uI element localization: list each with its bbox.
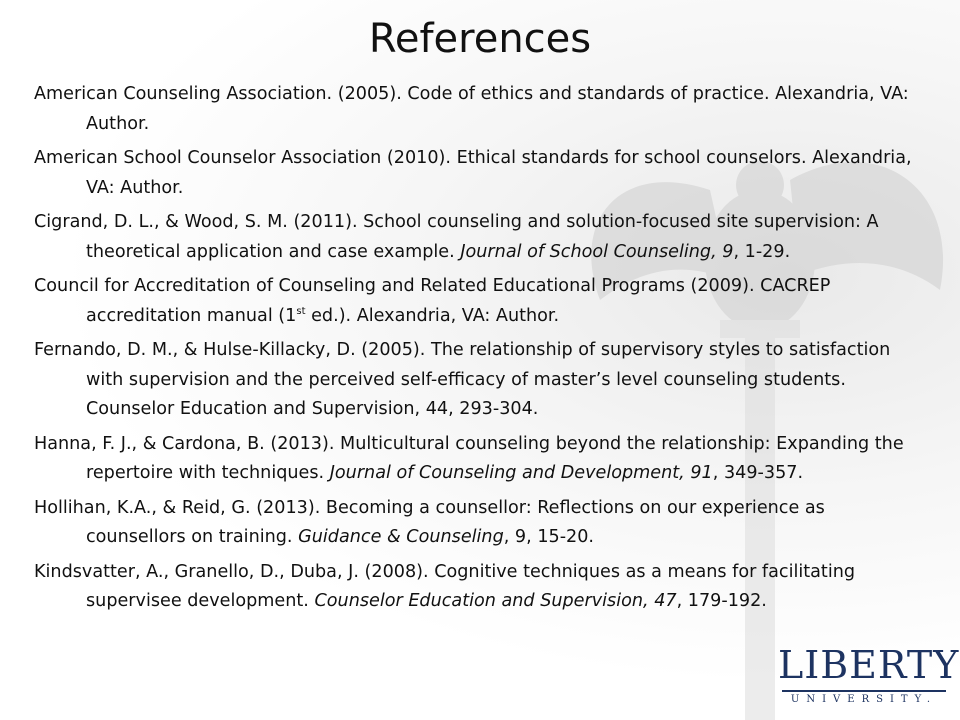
reference-text: Hanna, F. J., & Cardona, B. (2013). Multicultural counseling beyond the relationship: Expanding the repertoire with techniques.	[34, 433, 904, 483]
reference-source: Journal of Counseling and Development, 91	[329, 463, 713, 483]
reference-text: Cigrand, D. L., & Wood, S. M. (2011). School counseling and solution-focused site supervision: A theoretical application and case example.	[34, 212, 879, 262]
reference-text: American School Counselor Association (2010). Ethical standards for school counselors. Alexandria, VA: Author.	[34, 148, 912, 198]
reference-source: Journal of School Counseling, 9	[460, 241, 734, 262]
reference-text: Fernando, D. M., & Hulse-Killacky, D. (2005). The relationship of supervisory styles to satisfaction with supervision and the perceived self-efficacy of master’s level counseling students. Counselor Education and Supervision, 44, 293-304.	[34, 340, 891, 419]
logo-wordmark: LIBERTY	[778, 643, 960, 687]
reference-pages: , 9, 15-20.	[503, 527, 595, 547]
reference-text: Kindsvatter, A., Granello, D., Duba, J. (2008). Cognitive techniques as a means for facilitating supervisee development.	[34, 561, 856, 611]
liberty-university-logo	[778, 643, 960, 705]
reference-item	[34, 336, 924, 425]
reference-text: Hollihan, K.A., & Reid, G. (2013). Becoming a counsellor: Reflections on our experience as counsellors on training.	[34, 497, 825, 547]
reference-source: Counselor Education and Supervision, 47	[314, 591, 677, 611]
reference-pages: , 1-29.	[733, 241, 791, 262]
reference-item	[34, 272, 924, 331]
reference-superscript: st	[296, 305, 306, 317]
reference-pages: , 349-357.	[712, 463, 804, 483]
logo-divider	[782, 690, 946, 692]
reference-source: Guidance & Counseling	[298, 527, 504, 547]
reference-item	[34, 80, 924, 139]
reference-item	[34, 208, 924, 267]
reference-item	[34, 558, 924, 617]
reference-text: American Counseling Association. (2005). Code of ethics and standards of practice. Alexandria, VA: Author.	[34, 84, 909, 134]
reference-pages: ed.). Alexandria, VA: Author.	[305, 305, 560, 326]
reference-item	[34, 144, 924, 203]
reference-pages: , 179-192.	[676, 591, 767, 611]
slide-title: References	[368, 16, 592, 62]
reference-item	[34, 430, 924, 489]
logo-subtitle: UNIVERSITY.	[790, 694, 938, 705]
reference-item	[34, 494, 924, 553]
reference-list	[34, 80, 924, 622]
reference-text: Council for Accreditation of Counseling and Related Educational Programs (2009). CACREP accreditation manual (1	[34, 276, 831, 326]
